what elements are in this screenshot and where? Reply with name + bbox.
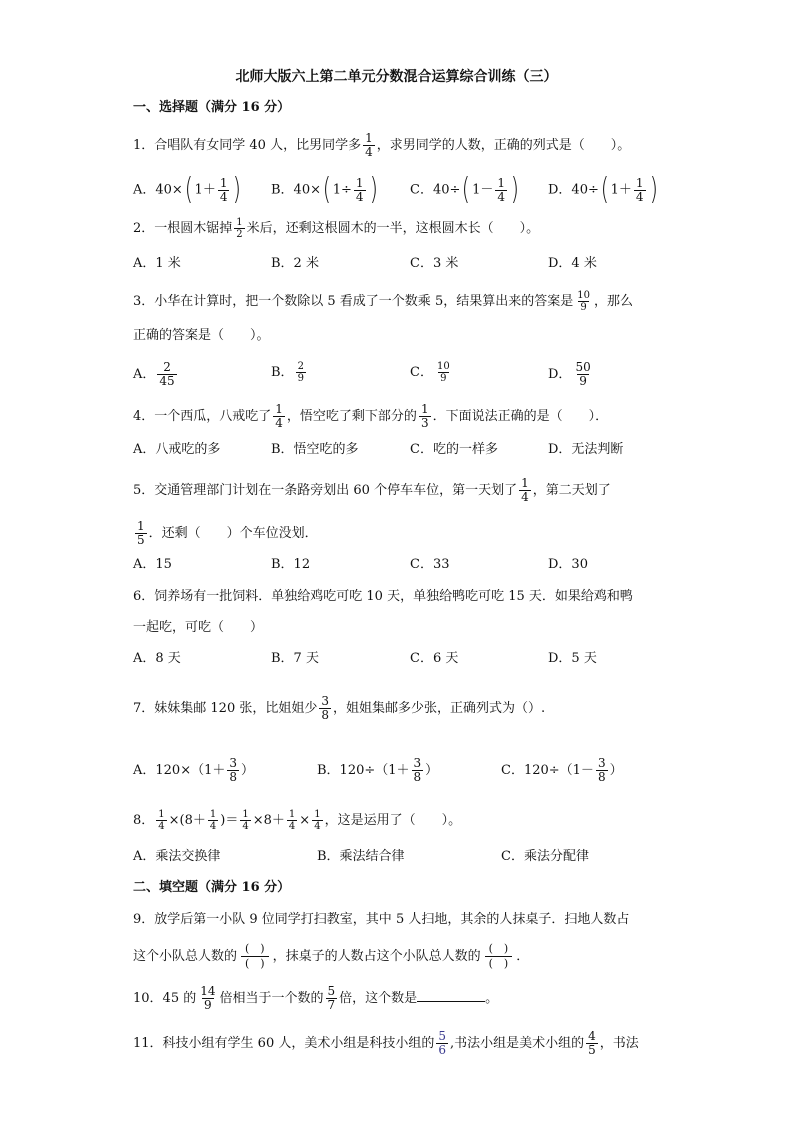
q5-option-d[interactable]: D．30 [548,557,588,572]
q1-option-b[interactable]: B．40×( 1÷ $\frac{1}{4}$ ) [271,172,378,207]
q8-option-c[interactable]: C．乘法分配律 [501,849,589,864]
q2-option-a[interactable]: A．1 米 [133,256,181,271]
question-6: 6．饲养场有一批饲料．单独给鸡吃可吃 10 天，单独给鸭吃可吃 15 天．如果给鸡和鸭 [133,589,633,604]
q6-option-d[interactable]: D．5 天 [548,651,597,666]
q2-option-b[interactable]: B．2 米 [271,256,319,271]
q4-option-b[interactable]: B．悟空吃的多 [271,442,359,457]
q7-option-b[interactable]: B．120÷（1＋ $\frac{3}{8}$ ） [317,756,439,784]
answer-blank[interactable]: $\frac{( )}{( )}$ [241,942,269,971]
q4-option-d[interactable]: D．无法判断 [548,442,624,457]
question-10: 10．45 的 $\frac{14}{9}$ 倍相当于一个数的 $\frac{5}{7}$ 倍，这个数是 。 [133,984,499,1012]
section-fill-heading: 二、填空题（满分 16 分） [133,880,291,895]
question-1 [133,132,630,159]
section-choice-heading: 一、选择题（满分 16 分） [133,100,291,115]
q8-option-a[interactable]: A．乘法交换律 [133,849,221,864]
question-7: 7．妹妹集邮 120 张，比姐姐少 $\frac{3}{8}$ ，姐姐集邮多少张，正确列式为（）. [133,694,546,722]
fraction: $\frac{1}{4}$ [365,131,373,159]
question-8: 8． $\frac{1}{4}$ ×(8＋ $\frac{1}{4}$ )＝ $\frac{1}{4}$ ×8＋ $\frac{1}{4}$ × $\frac{1}{4}$ ，这是运用了（ ）。 [133,809,462,832]
q5-option-a[interactable]: A．15 [133,557,172,572]
q2-option-c[interactable]: C．3 米 [410,256,459,271]
question-2: 2．一根圆木锯掉 $\frac{1}{2}$ 米后，还剩这根圆木的一半，这根圆木长（ ）。 [133,217,540,240]
q3-option-c[interactable]: C． $\frac{10}{9}$ [410,361,450,384]
q8-option-b[interactable]: B．乘法结合律 [317,849,405,864]
q7-option-c[interactable]: C．120÷（1－ $\frac{3}{8}$ ） [501,756,623,784]
question-5: 5．交通管理部门计划在一条路旁划出 60 个停车车位，第一天划了 $\frac{1}{4}$ ，第二天划了 [133,476,611,504]
q2-option-d[interactable]: D．4 米 [548,256,597,271]
question-1-text-b: ，求男同学的人数，正确的列式是（ ）。 [376,138,631,153]
q3-option-b[interactable]: B． $\frac{2}{9}$ [271,361,304,384]
q6-option-c[interactable]: C．6 天 [410,651,459,666]
q4-option-c[interactable]: C．吃的一样多 [410,442,498,457]
question-5-line-2: $\frac{1}{5}$ ．还剩（ ）个车位没划． [137,519,318,547]
q3-option-a[interactable]: A． $\frac{2}{45}$ [133,360,175,388]
question-3-line-2: 正确的答案是（ ）。 [133,328,270,343]
q1-option-c[interactable]: C．40÷( 1－ $\frac{1}{4}$ ) [410,172,519,207]
question-9-line-2: 这个小队总人数的 $\frac{( )}{( )}$ ，抹桌子的人数占这个小队总人数的 $\frac{( )}{( )}$ ． [133,942,530,970]
question-3: 3．小华在计算时，把一个数除以 5 看成了一个数乘 5，结果算出来的答案是 $\frac{10}{9}$ ，那么 [133,290,633,313]
question-9: 9．放学后第一小队 9 位同学打扫教室，其中 5 人扫地，其余的人抹桌子．扫地人数占 [133,912,630,927]
q5-option-b[interactable]: B．12 [271,557,311,572]
question-4: 4．一个西瓜，八戒吃了 $\frac{1}{4}$ ，悟空吃了剩下部分的 $\frac{1}{3}$ ．下面说法正确的是（ ）． [133,402,609,430]
answer-blank[interactable]: $\frac{( )}{( )}$ [485,942,513,971]
question-1-text-a: 1．合唱队有女同学 40 人，比男同学多 [133,138,362,153]
q7-option-a[interactable]: A．120×（1＋ $\frac{3}{8}$ ） [133,756,255,784]
q1-option-a[interactable]: A．40×( 1＋ $\frac{1}{4}$ ) [133,172,242,207]
q6-option-a[interactable]: A．8 天 [133,651,181,666]
q6-option-b[interactable]: B．7 天 [271,651,319,666]
q4-option-a[interactable]: A．八戒吃的多 [133,442,221,457]
question-6-line-2: 一起吃，可吃（ ） [133,620,264,635]
page-title: 北师大版六上第二单元分数混合运算综合训练（三） [235,69,558,85]
q5-option-c[interactable]: C．33 [410,557,450,572]
answer-blank[interactable] [417,987,485,1002]
q3-option-d[interactable]: D． $\frac{50}{9}$ [548,360,591,388]
question-11: 11．科技小组有学生 60 人，美术小组是科技小组的 $\frac{5}{6}$ ,书法小组是美术小组的 $\frac{4}{5}$ ，书法 [133,1029,639,1057]
q1-option-d[interactable]: D．40÷( 1＋ $\frac{1}{4}$ ) [548,172,658,207]
